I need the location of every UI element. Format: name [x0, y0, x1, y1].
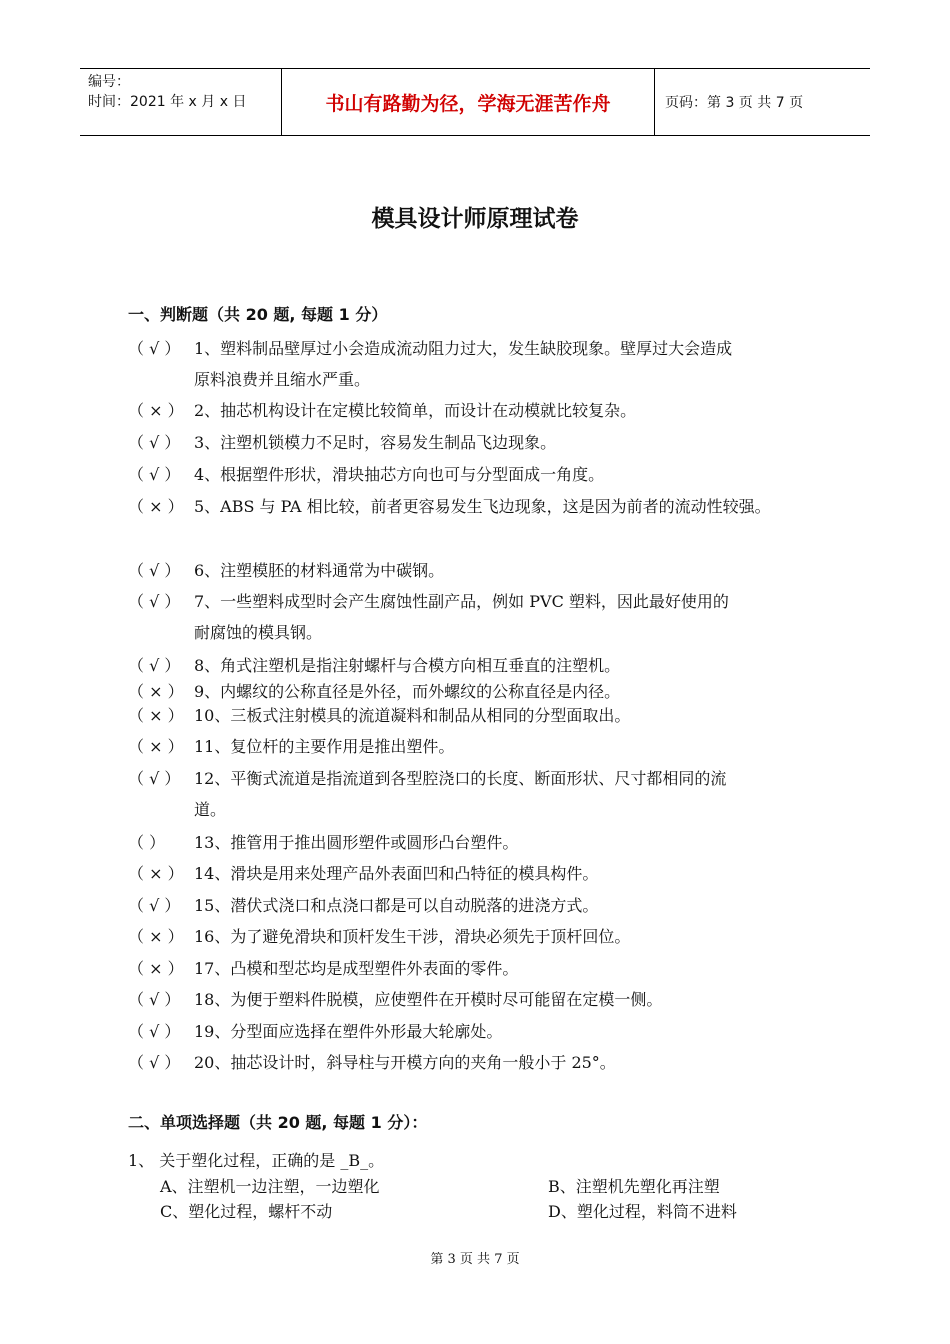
- item-text: 9、内螺纹的公称直径是外径，而外螺纹的公称直径是内径。: [194, 682, 621, 701]
- true-false-item: [128, 921, 858, 952]
- item-text: 5、ABS 与 PA 相比较，前者更容易发生飞边现象，这是因为前者的流动性较强。: [194, 497, 771, 516]
- answer-mark: （ √ ）: [128, 656, 181, 675]
- item-text: 16、为了避免滑块和顶杆发生干涉，滑块必须先于顶杆回位。: [194, 927, 631, 946]
- true-false-item: [128, 459, 858, 490]
- section1-heading: 一、判断题（共 20 题, 每题 1 分）: [128, 305, 388, 324]
- answer-mark: （ √ ）: [128, 990, 181, 1009]
- item-text: 19、分型面应选择在塑件外形最大轮廓处。: [194, 1022, 503, 1041]
- true-false-item: [128, 555, 858, 586]
- true-false-item: [128, 1016, 858, 1047]
- true-false-item: [128, 395, 858, 426]
- document-number: 编号：: [88, 74, 130, 90]
- answer-mark: （ √ ）: [128, 896, 181, 915]
- item-text-continued: 道。: [194, 800, 227, 819]
- question-1-option-a: A、注塑机一边注塑，一边塑化: [160, 1177, 380, 1196]
- answer-mark: （ × ）: [128, 737, 184, 756]
- answer-mark: （ × ）: [128, 927, 184, 946]
- true-false-item: [128, 984, 858, 1015]
- answer-mark: （ × ）: [128, 682, 184, 701]
- true-false-item: [128, 890, 858, 921]
- true-false-item: [128, 491, 858, 522]
- section2-heading: 二、单项选择题（共 20 题, 每题 1 分）：: [128, 1113, 428, 1132]
- true-false-item: [128, 700, 858, 731]
- item-text: 6、注塑模胚的材料通常为中碳钢。: [194, 561, 445, 580]
- item-text: 8、角式注塑机是指注射螺杆与合模方向相互垂直的注塑机。: [194, 656, 621, 675]
- page-footer: 第 3 页 共 7 页: [430, 1252, 520, 1267]
- item-text: 18、为便于塑料件脱模，应使塑件在开模时尽可能留在定模一侧。: [194, 990, 663, 1009]
- answer-mark: （ ）: [128, 833, 166, 852]
- true-false-item: [128, 731, 858, 762]
- true-false-item: [128, 763, 858, 825]
- document-time: 时间：2021 年 x 月 x 日: [88, 94, 247, 110]
- answer-mark: （ √ ）: [128, 1022, 181, 1041]
- answer-mark: （ × ）: [128, 401, 184, 420]
- true-false-item: [128, 953, 858, 984]
- item-text: 14、滑块是用来处理产品外表面凹和凸特征的模具构件。: [194, 864, 599, 883]
- item-text: 7、一些塑料成型时会产生腐蚀性副产品，例如 PVC 塑料，因此最好使用的: [194, 592, 729, 611]
- answer-mark: （ √ ）: [128, 561, 181, 580]
- true-false-item: [128, 827, 858, 858]
- true-false-item: [128, 1047, 858, 1078]
- header-meta: [80, 69, 282, 135]
- answer-mark: （ × ）: [128, 864, 184, 883]
- answer-mark: （ √ ）: [128, 339, 181, 358]
- question-1-option-b: B、注塑机先塑化再注塑: [548, 1177, 720, 1196]
- item-text: 4、根据塑件形状，滑块抽芯方向也可与分型面成一角度。: [194, 465, 605, 484]
- true-false-item: [128, 858, 858, 889]
- item-text: 20、抽芯设计时，斜导柱与开模方向的夹角一般小于 25°。: [194, 1053, 616, 1072]
- true-false-item: [128, 427, 858, 458]
- item-text: 1、塑料制品壁厚过小会造成流动阻力过大，发生缺胶现象。壁厚过大会造成: [194, 339, 733, 358]
- item-text: 3、注塑机锁模力不足时，容易发生制品飞边现象。: [194, 433, 557, 452]
- header-motto: 书山有路勤为径，学海无涯苦作舟: [282, 69, 655, 135]
- answer-mark: （ √ ）: [128, 433, 181, 452]
- answer-mark: （ × ）: [128, 497, 184, 516]
- item-text: 15、潜伏式浇口和点浇口都是可以自动脱落的进浇方式。: [194, 896, 599, 915]
- true-false-item: [128, 586, 858, 648]
- page-title: 模具设计师原理试卷: [371, 206, 579, 232]
- answer-mark: （ √ ）: [128, 769, 181, 788]
- item-text: 17、凸模和型芯均是成型塑件外表面的零件。: [194, 959, 519, 978]
- answer-mark: （ × ）: [128, 959, 184, 978]
- item-text: 13、推管用于推出圆形塑件或圆形凸台塑件。: [194, 833, 519, 852]
- header-page-code: 页码：第 3 页 共 7 页: [665, 95, 804, 111]
- item-text: 10、三板式注射模具的流道凝料和制品从相同的分型面取出。: [194, 706, 631, 725]
- answer-mark: （ × ）: [128, 706, 184, 725]
- answer-mark: （ √ ）: [128, 465, 181, 484]
- answer-mark: （ √ ）: [128, 1053, 181, 1072]
- page-header: [80, 68, 870, 136]
- item-text: 11、复位杆的主要作用是推出塑件。: [194, 737, 455, 756]
- answer-mark: （ √ ）: [128, 592, 181, 611]
- item-text: 12、平衡式流道是指流道到各型腔浇口的长度、断面形状、尺寸都相同的流: [194, 769, 727, 788]
- item-text-continued: 原料浪费并且缩水严重。: [194, 370, 371, 389]
- question-1-option-d: D、塑化过程，料筒不进料: [548, 1202, 737, 1221]
- true-false-item: [128, 333, 858, 395]
- item-text-continued: 耐腐蚀的模具钢。: [194, 623, 323, 642]
- item-text: 2、抽芯机构设计在定模比较简单，而设计在动模就比较复杂。: [194, 401, 637, 420]
- question-1-option-c: C、塑化过程，螺杆不动: [160, 1202, 333, 1221]
- question-1-stem: 1、 关于塑化过程，正确的是 _B_。: [128, 1151, 385, 1170]
